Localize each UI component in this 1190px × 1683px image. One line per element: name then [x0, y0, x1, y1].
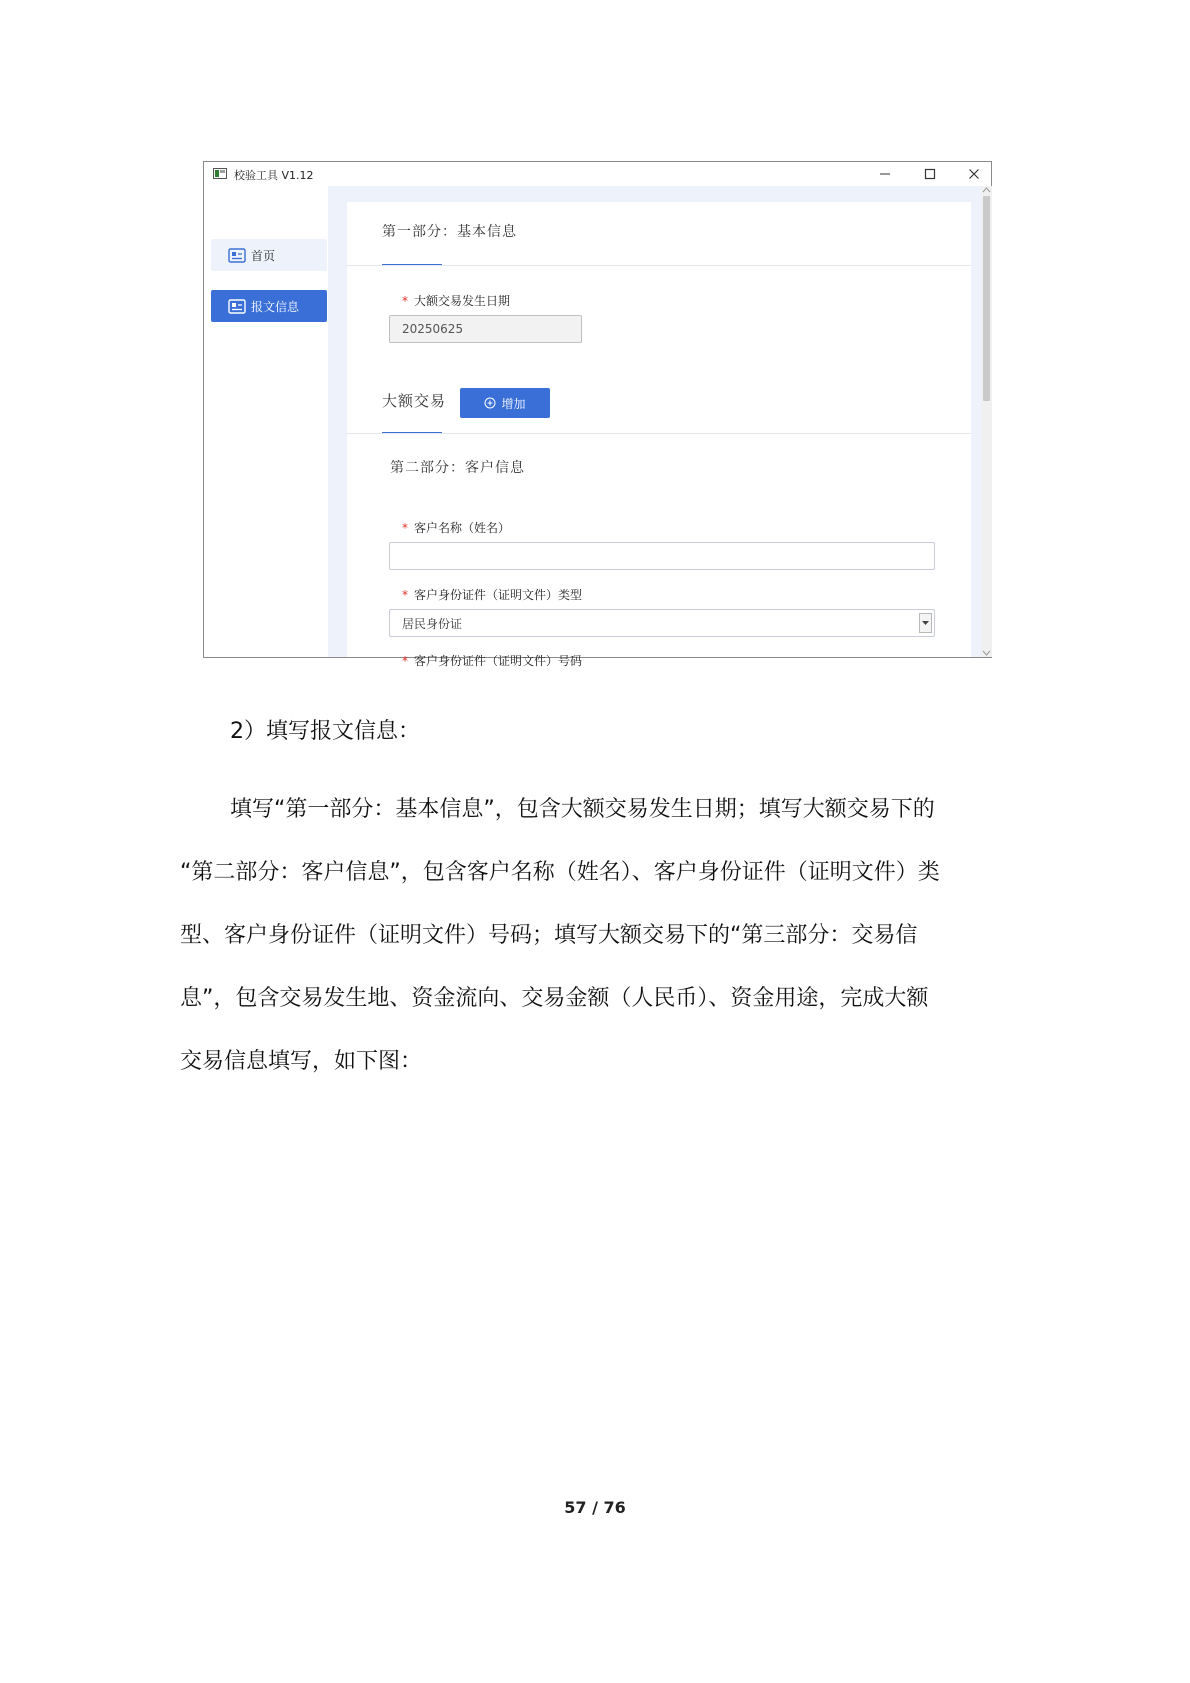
- card-icon: [228, 248, 246, 263]
- paragraph-line: “第二部分：客户信息”，包含客户名称（姓名）、客户身份证件（证明文件）类: [180, 860, 940, 885]
- title-bar: [204, 162, 991, 186]
- divider: [347, 265, 971, 266]
- scroll-down-icon[interactable]: [981, 649, 992, 657]
- divider: [347, 433, 971, 434]
- maximize-button[interactable]: [908, 162, 952, 186]
- window-title: 校验工具 V1.12: [234, 169, 314, 182]
- sidebar-item-home[interactable]: [211, 239, 327, 271]
- plus-circle-icon: [484, 397, 496, 409]
- required-mark: *: [402, 654, 408, 668]
- page-number: 57 / 76: [564, 1498, 626, 1517]
- form-panel: [347, 202, 971, 668]
- minimize-button[interactable]: [863, 162, 907, 186]
- date-field[interactable]: 20250625: [389, 315, 582, 343]
- id-type-selected-value: 居民身份证: [402, 616, 463, 631]
- required-mark: *: [402, 521, 408, 535]
- date-label-text: 大额交易发生日期: [414, 294, 511, 308]
- id-type-label-text: 客户身份证件（证明文件）类型: [414, 588, 583, 602]
- close-button[interactable]: [952, 162, 996, 186]
- paragraph-line: 型、客户身份证件（证明文件）号码；填写大额交易下的“第三部分：交易信: [180, 923, 918, 948]
- close-icon: [968, 168, 980, 180]
- chevron-down-icon: [922, 621, 929, 626]
- sidebar: [204, 186, 328, 657]
- customer-name-label: [402, 519, 510, 536]
- required-mark: *: [402, 294, 408, 308]
- card-icon: [228, 299, 246, 314]
- sidebar-item-label: 报文信息: [251, 299, 300, 314]
- dropdown-button[interactable]: [919, 613, 932, 633]
- customer-name-label-text: 客户名称（姓名）: [414, 521, 511, 535]
- add-button-label: 增加: [501, 396, 526, 411]
- paragraph-line: 交易信息填写，如下图：: [180, 1049, 423, 1074]
- add-button[interactable]: [460, 388, 550, 418]
- date-label: [402, 292, 510, 309]
- id-number-label: [402, 652, 582, 669]
- vertical-scrollbar[interactable]: [981, 186, 992, 657]
- minimize-icon: [879, 168, 891, 180]
- customer-name-input[interactable]: [389, 542, 935, 570]
- scroll-thumb[interactable]: [983, 196, 990, 401]
- id-type-label: [402, 586, 582, 603]
- app-window-screenshot: [203, 161, 992, 668]
- id-number-label-text: 客户身份证件（证明文件）号码: [414, 654, 583, 668]
- sidebar-item-message-info[interactable]: [211, 290, 327, 322]
- section-large-transaction: 大额交易: [382, 392, 447, 410]
- step-heading: 2）填写报文信息：: [230, 719, 420, 744]
- part2-title: 第二部分：客户信息: [390, 460, 525, 476]
- scroll-up-icon[interactable]: [981, 186, 992, 194]
- maximize-icon: [924, 168, 936, 180]
- id-type-select[interactable]: [389, 609, 935, 637]
- required-mark: *: [402, 588, 408, 602]
- sidebar-item-label: 首页: [251, 248, 276, 263]
- app-icon: [213, 168, 227, 179]
- paragraph-line: 息”，包含交易发生地、资金流向、交易金额（人民币）、资金用途，完成大额: [180, 986, 929, 1011]
- part1-title: 第一部分：基本信息: [382, 224, 517, 240]
- paragraph-line: 填写“第一部分：基本信息”，包含大额交易发生日期；填写大额交易下的: [230, 797, 935, 822]
